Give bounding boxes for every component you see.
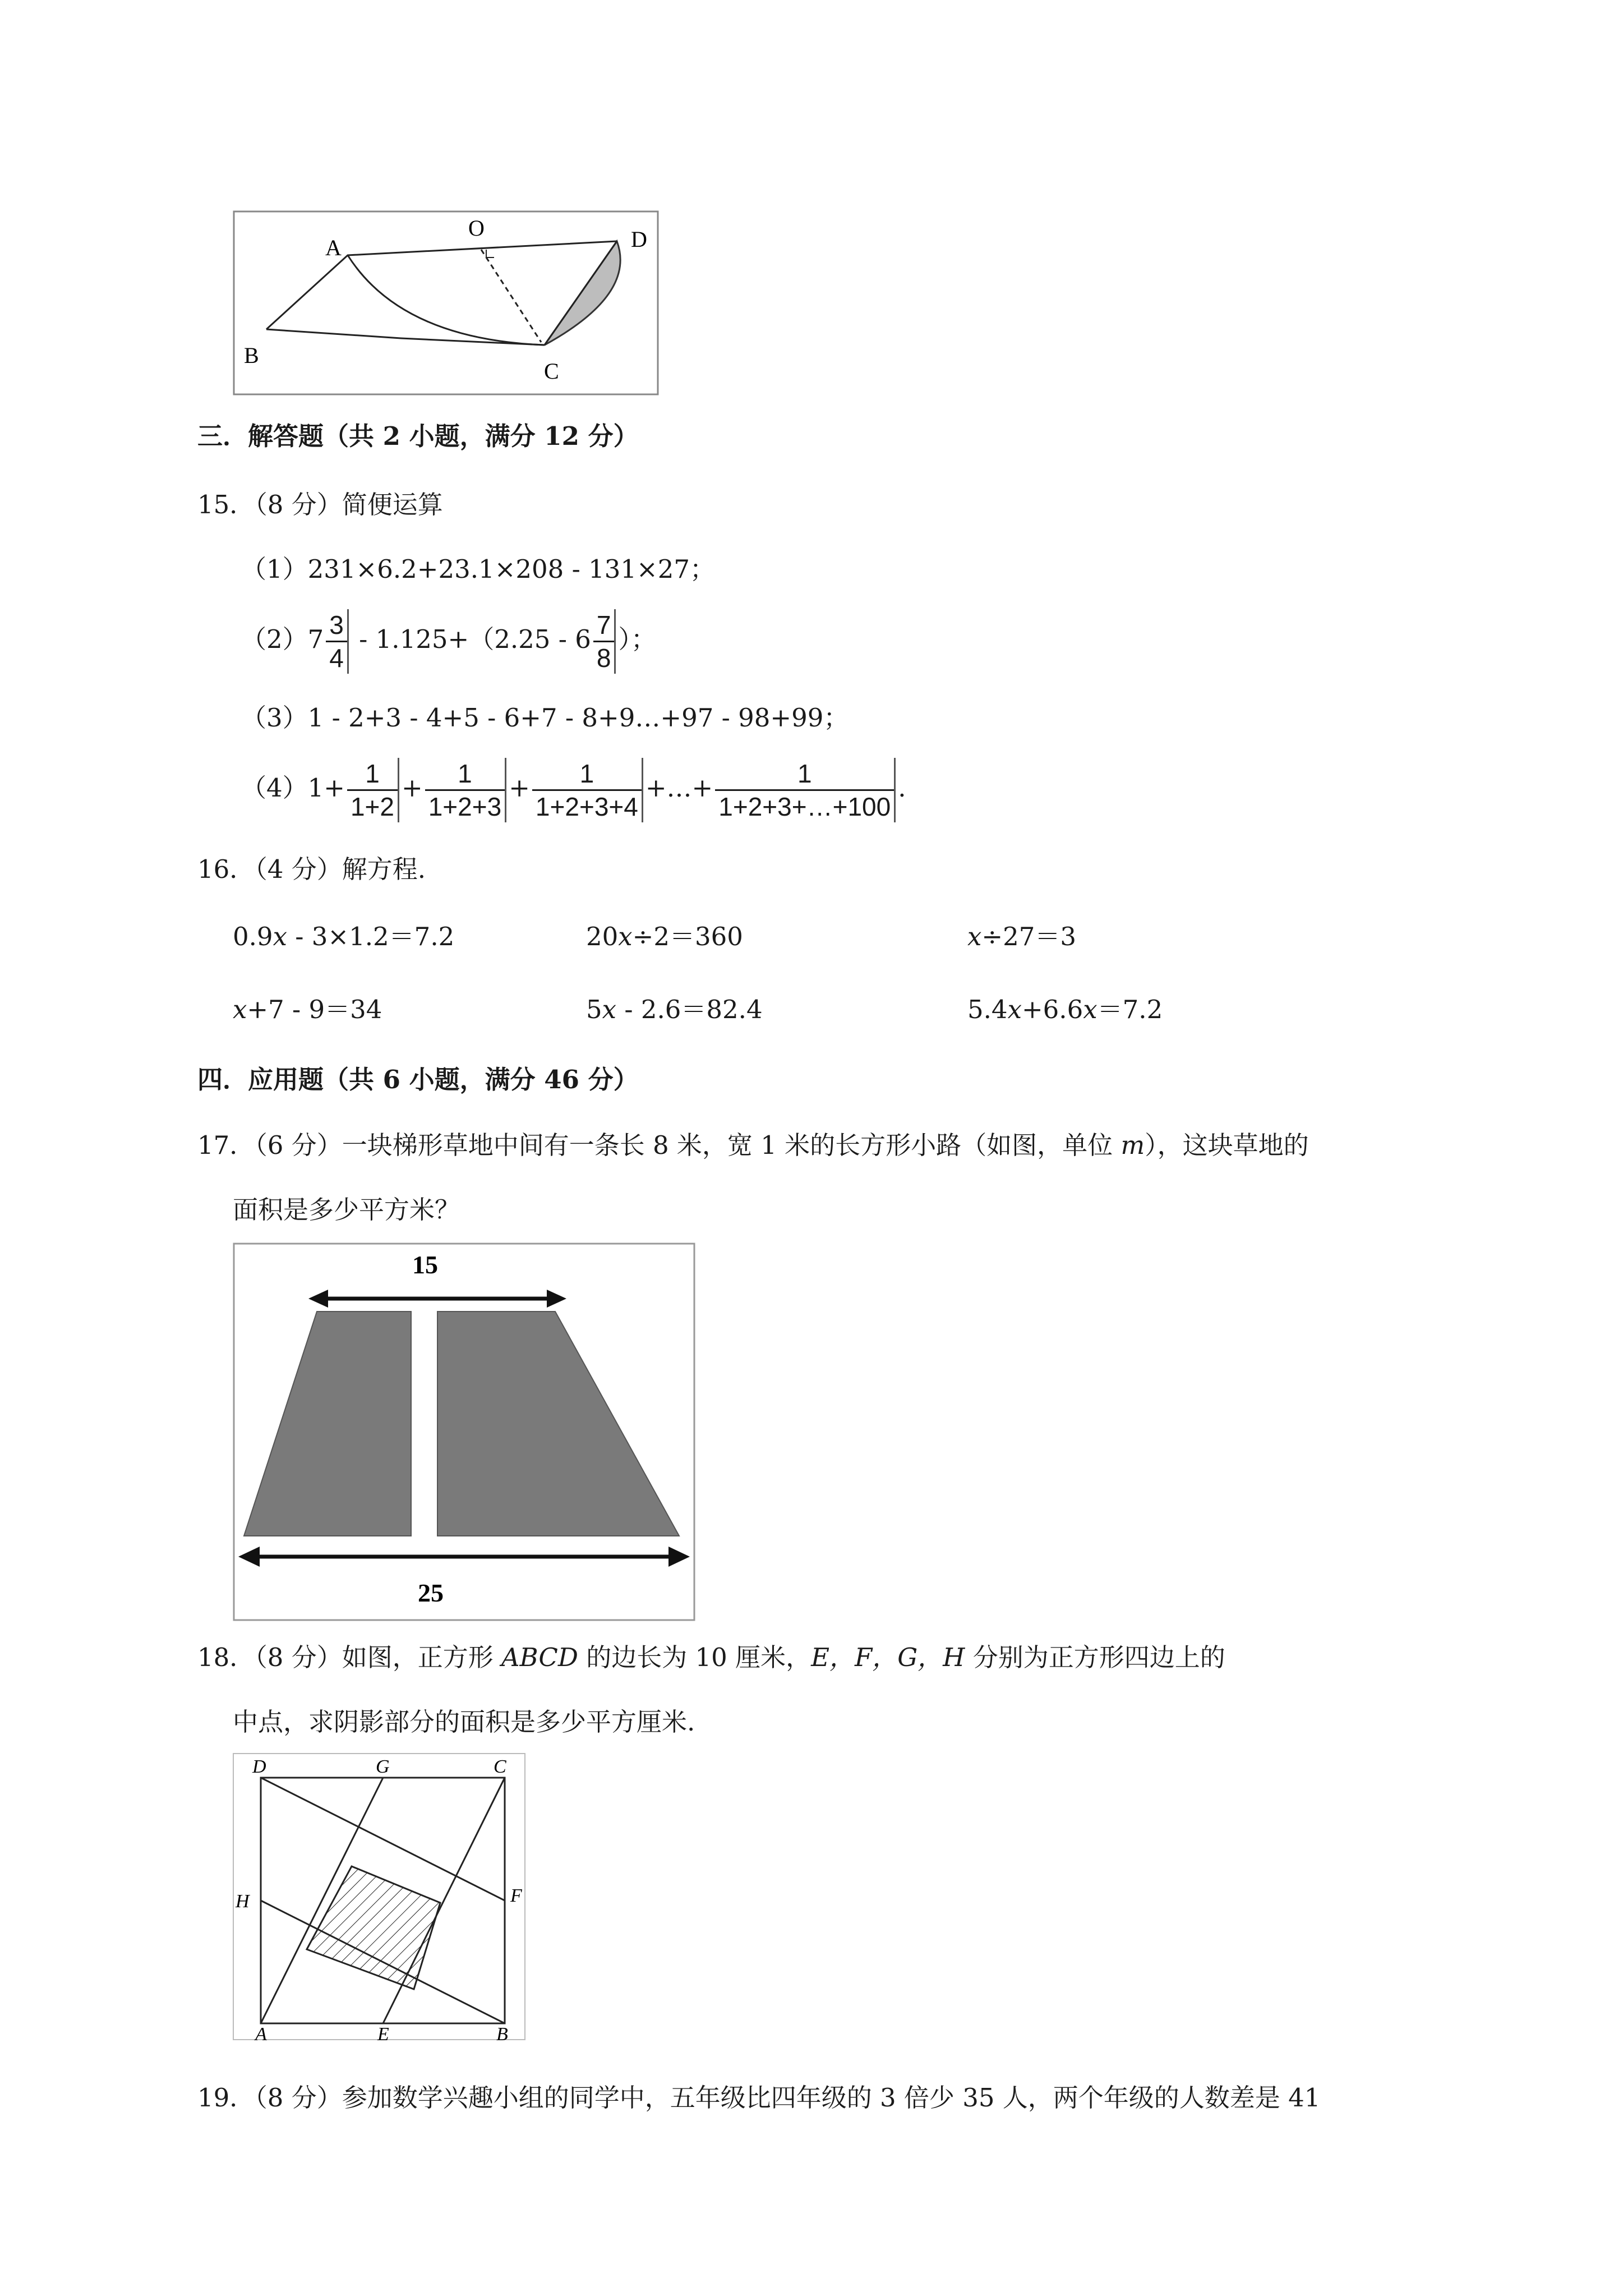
label-D: D bbox=[252, 1756, 266, 1777]
equation-6: 5.4x+6.6x＝7.2 bbox=[967, 995, 1163, 1024]
equation-3: x÷27＝3 bbox=[967, 922, 1076, 951]
equation-4: x+7 - 9＝34 bbox=[233, 995, 382, 1024]
top-base-label: 15 bbox=[412, 1250, 438, 1279]
q15-part1: （1）231×6.2+23.1×208 - 131×27； bbox=[241, 554, 715, 584]
q15-header: 15．（8 分）简便运算 bbox=[197, 490, 443, 519]
q17-line2: 面积是多少平方米？ bbox=[233, 1195, 460, 1225]
fraction-term-4: $\frac{1}{1+2+3+\dots+100}$ bbox=[715, 758, 896, 822]
section-4-title: 四．应用题（共 6 小题，满分 46 分） bbox=[197, 1065, 639, 1094]
label-b: B bbox=[244, 343, 259, 368]
fraction-3-4: $\frac{3}{4}$ bbox=[326, 609, 349, 674]
label-H: H bbox=[236, 1891, 250, 1912]
figure-q14 bbox=[233, 210, 659, 395]
q18-line2: 中点，求阴影部分的面积是多少平方厘米. bbox=[233, 1707, 695, 1737]
figure-q18-square bbox=[233, 1753, 530, 2045]
q15-part2: （2）7 $\frac{3}{4}$ - 1.125+（2.25 - 6 $\frac{7}{8}$ ）； bbox=[241, 610, 656, 673]
fraction-7-8: $\frac{7}{8}$ bbox=[593, 609, 616, 674]
q17-line1: 17．（6 分）一块梯形草地中间有一条长 8 米，宽 1 米的长方形小路（如图，单位 m），这块草地的 bbox=[197, 1130, 1309, 1160]
label-d: D bbox=[631, 227, 647, 252]
equation-1: 0.9x - 3×1.2＝7.2 bbox=[233, 922, 455, 951]
q18-line1: 18．（8 分）如图，正方形 ABCD 的边长为 10 厘米，E，F，G，H 分别为正方形四边上的 bbox=[197, 1642, 1225, 1672]
section-3-title: 三．解答题（共 2 小题，满分 12 分） bbox=[197, 421, 639, 451]
fraction-term-2: $\frac{1}{1+2+3}$ bbox=[425, 758, 506, 822]
equation-2: 20x÷2＝360 bbox=[586, 922, 743, 951]
figure-q17-trapezoid bbox=[233, 1243, 695, 1621]
label-C: C bbox=[494, 1756, 506, 1777]
label-o: O bbox=[468, 215, 485, 241]
label-c: C bbox=[544, 358, 559, 384]
label-A: A bbox=[255, 2024, 267, 2045]
label-a: A bbox=[325, 235, 342, 260]
q15-part4: （4）1+ $\frac{1}{1+2}$ + $\frac{1}{1+2+3}$ + $\frac{1}{1+2+3+4}$ +…+ $\frac{1}{1+2+3+\dots+100}$ . bbox=[241, 759, 906, 821]
q16-header: 16．（4 分）解方程. bbox=[197, 854, 426, 884]
bottom-base-label: 25 bbox=[418, 1579, 444, 1607]
fraction-term-3: $\frac{1}{1+2+3+4}$ bbox=[532, 758, 643, 822]
label-E: E bbox=[377, 2024, 389, 2045]
q15-part3: （3）1 - 2+3 - 4+5 - 6+7 - 8+9…+97 - 98+99； bbox=[241, 703, 849, 733]
label-F: F bbox=[510, 1885, 522, 1906]
label-G: G bbox=[376, 1756, 390, 1777]
q19-line1: 19．（8 分）参加数学兴趣小组的同学中，五年级比四年级的 3 倍少 35 人，两个年级的人数差是 41 bbox=[197, 2083, 1321, 2113]
label-B: B bbox=[496, 2024, 508, 2045]
fraction-term-1: $\frac{1}{1+2}$ bbox=[347, 758, 399, 822]
equation-5: 5x - 2.6＝82.4 bbox=[586, 995, 763, 1024]
